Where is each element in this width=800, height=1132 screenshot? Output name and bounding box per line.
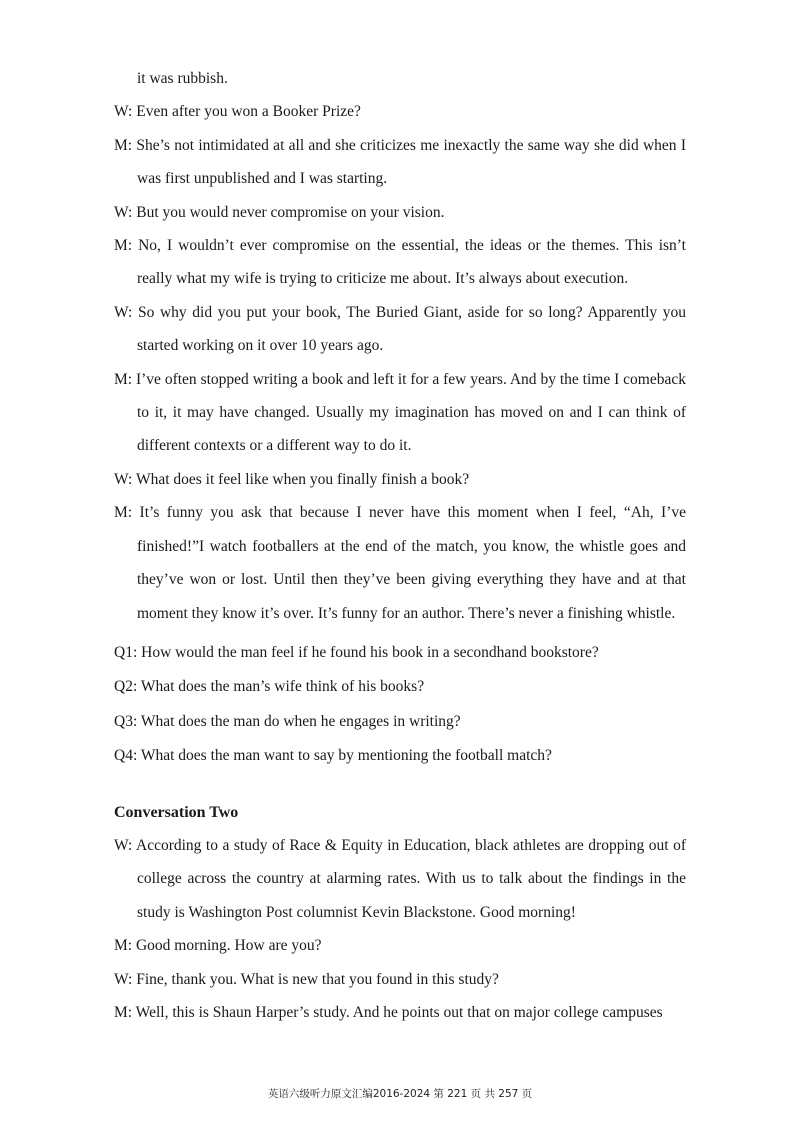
section-title: Conversation Two [114,803,239,821]
transcript-line: M: No, I wouldn’t ever compromise on the essential, the ideas or the themes. This isn’t really what my wife is trying to criticize me about. It’s always about execution. [114,237,686,288]
conversation-line: W: Fine, thank you. What is new that you found in this study? [114,970,499,988]
transcript-line: it was rubbish. [137,70,228,87]
transcript-line: M: She’s not intimidated at all and she criticizes me inexactly the same way she did when I was first unpublished and I was starting. [114,136,686,188]
question-line: Q3: What does the man do when he engages in writing? [114,712,461,730]
page-footer: 英语六级听力原文汇编2016-2024 第 221 页 共 257 页 [267,1088,533,1100]
transcript-line: M: It’s funny you ask that because I never have this moment when I feel, “Ah, I’ve finished!”I watch footballers at the end of the match, you know, the whistle goes and they’ve won or lost. Until then they’ve been giving everything they have and at that moment they know it’s over. It’s funny for an author. There’s never a finishing whistle. [114,504,686,622]
transcript-line: W: What does it feel like when you finally finish a book? [114,470,470,488]
question-line: Q2: What does the man’s wife think of his books? [114,678,425,696]
transcript-line: W: Even after you won a Booker Prize? [114,103,361,121]
question-line: Q4: What does the man want to say by mentioning the football match? [114,747,552,765]
conversation-line: M: Good morning. How are you? [114,937,322,955]
transcript-line: M: I’ve often stopped writing a book and left it for a few years. And by the time I comeback to it, it may have changed. Usually my imagination has moved on and I can think of different contexts or a different way to do it. [114,370,686,455]
question-line: Q1: How would the man feel if he found his book in a secondhand bookstore? [114,643,599,661]
conversation-line: M: Well, this is Shaun Harper’s study. And he points out that on major college campuses [114,1003,663,1021]
transcript-line: W: But you would never compromise on your vision. [114,203,445,221]
conversation-line: W: According to a study of Race & Equity in Education, black athletes are dropping out of college across the country at alarming rates. With us to talk about the findings in the study is Washington Post columnist Kevin Blackstone. Good morning! [114,836,686,921]
transcript-line: W: So why did you put your book, The Buried Giant, aside for so long? Apparently you started working on it over 10 years ago. [114,303,686,355]
page-content [114,62,686,1029]
